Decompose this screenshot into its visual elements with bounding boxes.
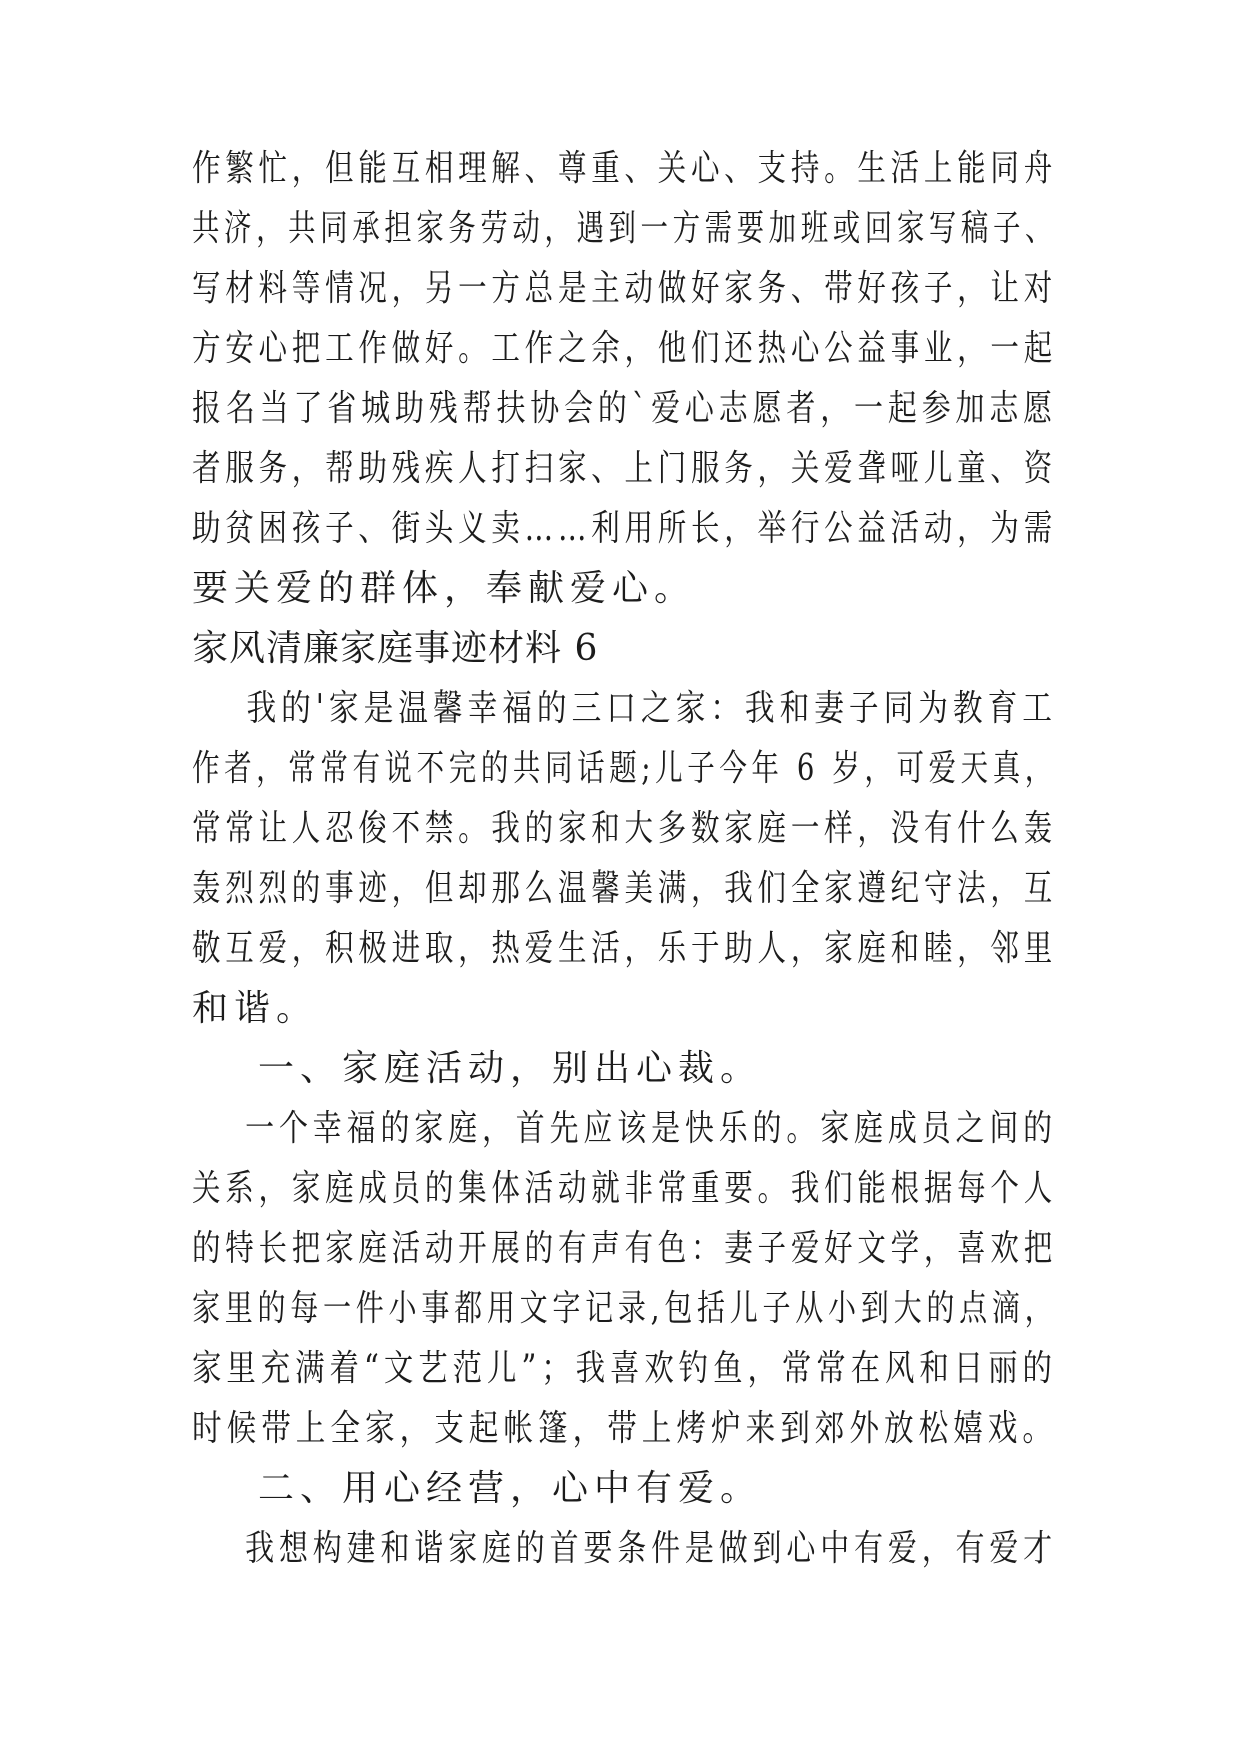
paragraph-line: 要关爱的群体，奉献爱心。 [192,568,697,609]
paragraph-line: 时候带上全家，支起帐篷，带上烤炉来到郊外放松嬉戏。 [192,1408,1058,1449]
paragraph-line: 轰烈烈的事迹，但却那么温馨美满，我们全家遵纪守法，互 [192,868,1057,909]
document-body [192,139,1057,1579]
paragraph-line: 和谐。 [192,988,319,1029]
paragraph-line: 者服务，帮助残疾人打扫家、上门服务，关爱聋哑儿童、资 [192,448,1057,489]
paragraph-line: 二、用心经营，心中有爱。 [258,1468,763,1509]
paragraph-line: 家里充满着“文艺范儿”；我喜欢钓鱼，常常在风和日丽的 [192,1348,1057,1389]
paragraph-line: 我的'家是温馨幸福的三口之家：我和妻子同为教育工 [246,688,1057,729]
paragraph-line: 关系，家庭成员的集体活动就非常重要。我们能根据每个人 [192,1168,1057,1209]
paragraph-line: 我想构建和谐家庭的首要条件是做到心中有爱，有爱才 [245,1528,1058,1569]
section-heading: 家风清廉家庭事迹材料 6 [192,628,599,669]
paragraph-line: 敬互爱，积极进取，热爱生活，乐于助人，家庭和睦，邻里 [192,928,1057,969]
paragraph-line: 作者，常常有说不完的共同话题;儿子今年 6 岁，可爱天真， [192,748,1057,789]
paragraph-line: 家里的每一件小事都用文字记录,包括儿子从小到大的点滴， [192,1288,1058,1329]
paragraph-line: 作繁忙，但能互相理解、尊重、关心、支持。生活上能同舟 [192,148,1057,189]
paragraph-line: 助贫困孩子、街头义卖……利用所长，举行公益活动，为需 [192,508,1057,549]
paragraph-line: 方安心把工作做好。工作之余，他们还热心公益事业，一起 [192,328,1057,369]
paragraph-line: 常常让人忍俊不禁。我的家和大多数家庭一样，没有什么轰 [192,808,1057,849]
paragraph-line: 报名当了省城助残帮扶协会的`爱心志愿者，一起参加志愿 [192,388,1058,429]
paragraph-line: 的特长把家庭活动开展的有声有色：妻子爱好文学，喜欢把 [192,1228,1057,1269]
paragraph-line: 一个幸福的家庭，首先应该是快乐的。家庭成员之间的 [245,1108,1058,1149]
paragraph-line: 一、家庭活动，别出心裁。 [258,1048,763,1089]
paragraph-line: 共济，共同承担家务劳动，遇到一方需要加班或回家写稿子、 [192,208,1058,249]
paragraph-line: 写材料等情况，另一方总是主动做好家务、带好孩子，让对 [192,268,1057,309]
